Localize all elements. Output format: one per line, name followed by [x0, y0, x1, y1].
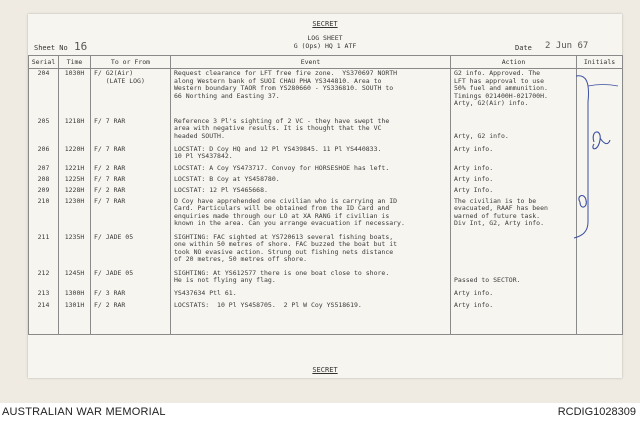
initials-cell	[577, 145, 623, 164]
header-serial: Serial	[29, 56, 59, 69]
archive-caption-bar	[0, 404, 640, 421]
initials-cell	[577, 186, 623, 197]
initials-cell	[577, 69, 623, 117]
time-cell: 1220H	[59, 145, 91, 164]
to-from-cell: F/ 7 RAR	[91, 145, 171, 164]
initials-cell	[577, 301, 623, 335]
table-row	[29, 164, 623, 175]
table-row	[29, 301, 623, 335]
action-cell: Arty, G2 info.	[451, 117, 577, 145]
header-initials: Initials	[577, 56, 623, 69]
table-row	[29, 289, 623, 301]
action-cell: Arty Info.	[451, 186, 577, 197]
time-cell: 1228H	[59, 186, 91, 197]
action-cell: Arty info.	[451, 145, 577, 164]
classification-header: SECRET	[312, 20, 338, 28]
classification-footer: SECRET	[312, 366, 338, 374]
serial-cell: 212	[29, 269, 59, 289]
to-from-cell: F/ JADE 05	[91, 269, 171, 289]
time-cell: 1218H	[59, 117, 91, 145]
action-cell: Passed to SECTOR.	[451, 269, 577, 289]
archive-reference: RCDIG1028309	[557, 406, 636, 418]
event-cell: SIGHTING: At YS612577 there is one boat close to shore. He is not flying any flag.	[171, 269, 451, 289]
to-from-cell: F/ 7 RAR	[91, 175, 171, 186]
event-cell: Reference 3 Pl's sighting of 2 VC - they have swept the area with negative results. It is thought that the VC headed SOUTH.	[171, 117, 451, 145]
time-cell: 1225H	[59, 175, 91, 186]
to-from-cell: F/ 3 RAR	[91, 289, 171, 301]
table-row	[29, 197, 623, 233]
event-cell: LOCSTATS: 10 Pl YS458705. 2 Pl W Coy YS518619.	[171, 301, 451, 335]
table-row	[29, 186, 623, 197]
table-row	[29, 69, 623, 117]
table-header-row	[29, 56, 623, 69]
table-row	[29, 175, 623, 186]
event-cell: LOCSTAT: A Coy YS473717. Convoy for HORSESHOE has left.	[171, 164, 451, 175]
date-value: 2 Jun 67	[545, 41, 589, 51]
initials-cell	[577, 164, 623, 175]
event-cell: LOCSTAT: D Coy HQ and 12 Pl YS439845. 11 Pl YS440833. 10 Pl YS437842.	[171, 145, 451, 164]
to-from-cell: F/ 2 RAR	[91, 301, 171, 335]
initials-cell	[577, 233, 623, 269]
log-sheet-paper	[28, 14, 622, 378]
date-label: Date	[515, 44, 532, 52]
time-cell: 1230H	[59, 197, 91, 233]
table-row	[29, 269, 623, 289]
event-cell: SIGHTING: FAC sighted at YS720613 several fishing boats, one within 50 metres of shore. FAC buzzed the boat but it took NO evasive action. Strung out fishing nets distance of 20 metres, 50 metres off shore.	[171, 233, 451, 269]
archive-name: AUSTRALIAN WAR MEMORIAL	[2, 406, 166, 418]
serial-cell: 213	[29, 289, 59, 301]
header-to-from: To or From	[91, 56, 171, 69]
event-cell: LOCSTAT: 12 Pl YS465668.	[171, 186, 451, 197]
title-line-2: G (Ops) HQ 1 ATF	[293, 42, 357, 50]
action-cell: Arty info.	[451, 289, 577, 301]
serial-cell: 214	[29, 301, 59, 335]
to-from-cell: F/ 2 RAR	[91, 186, 171, 197]
to-from-cell: F/ 7 RAR	[91, 197, 171, 233]
action-cell	[451, 233, 577, 269]
time-cell: 1030H	[59, 69, 91, 117]
initials-cell	[577, 289, 623, 301]
sheet-no-label: Sheet No	[34, 44, 68, 52]
serial-cell: 211	[29, 233, 59, 269]
to-from-cell: F/ 2 RAR	[91, 164, 171, 175]
time-cell: 1235H	[59, 233, 91, 269]
to-from-cell: F/ G2(Air) (LATE LOG)	[91, 69, 171, 117]
serial-cell: 209	[29, 186, 59, 197]
action-cell: The civilian is to be evacuated, RAAF has been warned of future task. Div Int, G2, Arty info.	[451, 197, 577, 233]
time-cell: 1245H	[59, 269, 91, 289]
to-from-cell: F/ 7 RAR	[91, 117, 171, 145]
serial-cell: 208	[29, 175, 59, 186]
event-cell: YS437634 Ptl 61.	[171, 289, 451, 301]
table-row	[29, 145, 623, 164]
header-time: Time	[59, 56, 91, 69]
event-cell: LOCSTAT: B Coy at YS458780.	[171, 175, 451, 186]
serial-cell: 205	[29, 117, 59, 145]
time-cell: 1221H	[59, 164, 91, 175]
title-line-1: LOG SHEET	[307, 34, 343, 42]
initials-cell	[577, 175, 623, 186]
serial-cell: 204	[29, 69, 59, 117]
log-table	[28, 55, 623, 335]
table-row	[29, 233, 623, 269]
action-cell: G2 info. Approved. The LFT has approval to use 50% fuel and ammunition. Timings 021400H-021700H. Arty, G2(Air) info.	[451, 69, 577, 117]
log-sheet-title	[28, 34, 622, 50]
header-action: Action	[451, 56, 577, 69]
action-cell: Arty info.	[451, 164, 577, 175]
serial-cell: 206	[29, 145, 59, 164]
action-cell: Arty info.	[451, 175, 577, 186]
event-cell: Request clearance for LFT free fire zone. YS370697 NORTH along Western bank of SUOI CHAU PHA YS344810. Area to Western boundary TAOR from YS280660 - YS336810. SOUTH to 66 Northing and Easting 37.	[171, 69, 451, 117]
action-cell: Arty info.	[451, 301, 577, 335]
initials-cell	[577, 197, 623, 233]
time-cell: 1301H	[59, 301, 91, 335]
event-cell: D Coy have apprehended one civilian who is carrying an ID Card. Particulars will be obtained from the ID Card and enquiries made through our LO at XA RANG if civilian is known in the area. Can you arrange evacuation if necessary.	[171, 197, 451, 233]
initials-cell	[577, 269, 623, 289]
time-cell: 1300H	[59, 289, 91, 301]
to-from-cell: F/ JADE 05	[91, 233, 171, 269]
sheet-no-value: 16	[74, 40, 88, 53]
serial-cell: 210	[29, 197, 59, 233]
header-event: Event	[171, 56, 451, 69]
table-row	[29, 117, 623, 145]
initials-cell	[577, 117, 623, 145]
serial-cell: 207	[29, 164, 59, 175]
